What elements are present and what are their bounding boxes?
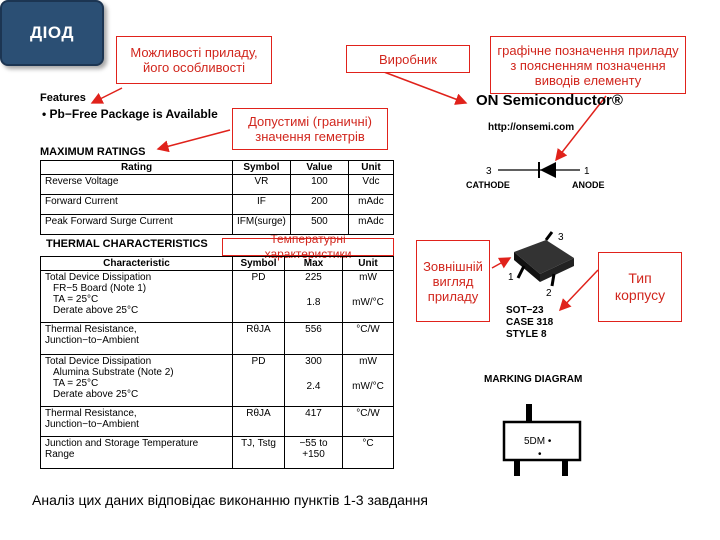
thermal-table: [40, 256, 394, 469]
cell-characteristic: Total Device Dissipation: [45, 272, 152, 283]
cell-characteristic: Thermal Resistance, Junction−to−Ambient: [41, 323, 233, 355]
table-row: [41, 175, 394, 195]
manufacturer-logo: ON Semiconductor®: [476, 92, 623, 109]
col-symbol: Symbol: [233, 257, 285, 271]
callout-manufacturer: Виробник: [346, 45, 470, 73]
diode-symbol: [460, 150, 620, 194]
table-row: [41, 355, 394, 407]
cell-max: 1.8: [306, 297, 321, 308]
cell-characteristic: Thermal Resistance, Junction−to−Ambient: [41, 407, 233, 437]
features-item-text: Pb−Free Package is Available: [49, 107, 218, 121]
cell-unit: mW: [359, 272, 377, 283]
cell-value: 500: [290, 215, 348, 235]
package-name: [506, 305, 553, 341]
cell-sub: TA = 25°C: [53, 378, 99, 389]
cell-symbol: RθJA: [233, 407, 285, 437]
package-line: CASE 318: [506, 317, 554, 328]
cell-symbol: PD: [233, 271, 285, 323]
table-row: [41, 215, 394, 235]
arrow-manufacturer: [384, 72, 466, 103]
cathode-label: CATHODE: [466, 180, 510, 190]
callout-thermal: Температурні характеристики: [222, 238, 394, 256]
cell-symbol: PD: [233, 355, 285, 407]
features-heading: Features: [40, 92, 86, 104]
cell-sub: Derate above 25°C: [53, 389, 139, 400]
cell-symbol: TJ, Tstg: [233, 437, 285, 469]
cell-symbol: RθJA: [233, 323, 285, 355]
callout-capabilities: Можливості приладу, його особливості: [116, 36, 272, 84]
cell-value: 100: [290, 175, 348, 195]
cell-max: 417: [285, 407, 343, 437]
package-line: SOT−23: [506, 305, 544, 316]
cell-unit: °C/W: [343, 323, 394, 355]
cell-max: 2.4: [306, 381, 321, 392]
marking-dot: •: [538, 449, 542, 460]
callout-package-type: Тип корпусу: [598, 252, 682, 322]
marking-diagram: [494, 404, 594, 478]
cell-unit: mAdc: [348, 215, 393, 235]
cell-unit: °C: [343, 437, 394, 469]
max-ratings-heading: MAXIMUM RATINGS: [40, 146, 146, 158]
cell-unit: mW: [359, 356, 377, 367]
package-pin2: 2: [546, 288, 552, 299]
table-row: [41, 323, 394, 355]
cell-max: 225: [305, 272, 322, 283]
col-rating: Rating: [41, 161, 233, 175]
cell-unit: mW/°C: [352, 297, 384, 308]
col-symbol: Symbol: [233, 161, 291, 175]
cell-symbol: VR: [233, 175, 291, 195]
cell-sub: TA = 25°C: [53, 294, 99, 305]
marking-code: 5DM •: [524, 436, 552, 447]
cell-characteristic: Total Device Dissipation: [45, 356, 152, 367]
cell-sub: FR−5 Board (Note 1): [53, 283, 147, 294]
cell-unit: mW/°C: [352, 381, 384, 392]
cell-symbol: IFM(surge): [233, 215, 291, 235]
col-unit: Unit: [348, 161, 393, 175]
cell-rating: Forward Current: [41, 195, 233, 215]
cell-rating: Peak Forward Surge Current: [41, 215, 233, 235]
anode-label: ANODE: [572, 180, 605, 190]
diode-pin3: 3: [486, 166, 492, 177]
table-row: [41, 195, 394, 215]
arrow-ratings: [158, 130, 230, 149]
cell-symbol: IF: [233, 195, 291, 215]
manufacturer-url[interactable]: http://onsemi.com: [488, 122, 575, 133]
marking-heading: MARKING DIAGRAM: [484, 374, 583, 385]
cell-max: −55 to +150: [285, 437, 343, 469]
cell-value: 200: [290, 195, 348, 215]
package-pin1: 1: [508, 272, 514, 283]
package-line: STYLE 8: [506, 329, 547, 340]
cell-sub: Derate above 25°C: [53, 305, 139, 316]
table-row: [41, 407, 394, 437]
cell-characteristic: Junction and Storage Temperature Range: [41, 437, 233, 469]
cell-sub: Alumina Substrate (Note 2): [53, 367, 174, 378]
title-badge: ДІОД: [0, 0, 104, 66]
cell-unit: °C/W: [343, 407, 394, 437]
features-item: • Pb−Free Package is Available: [42, 107, 218, 121]
cell-max: 556: [285, 323, 343, 355]
callout-symbol: графічне позначення приладу з поясненням позначення виводів елементу: [490, 36, 686, 94]
table-row: [41, 271, 394, 323]
col-unit: Unit: [343, 257, 394, 271]
package-pin3: 3: [558, 232, 564, 243]
col-max: Max: [285, 257, 343, 271]
cell-rating: Reverse Voltage: [41, 175, 233, 195]
col-characteristic: Characteristic: [41, 257, 233, 271]
table-row: [41, 437, 394, 469]
callout-ratings: Допустимі (граничні) значення геметрів: [232, 108, 388, 150]
thermal-heading: THERMAL CHARACTERISTICS: [46, 238, 208, 250]
diode-triangle-icon: [540, 162, 556, 178]
package-image: [500, 228, 590, 300]
arrow-capabilities: [92, 88, 122, 103]
max-ratings-table: [40, 160, 394, 235]
cell-unit: mAdc: [348, 195, 393, 215]
callout-appearance: Зовнішній вигляд приладу: [416, 240, 490, 322]
footer-note: Аналіз цих даних відповідає виконанню пунктів 1-3 завдання: [32, 492, 428, 508]
diode-pin1: 1: [584, 166, 590, 177]
col-value: Value: [290, 161, 348, 175]
cell-max: 300: [305, 356, 322, 367]
cell-unit: Vdc: [348, 175, 393, 195]
